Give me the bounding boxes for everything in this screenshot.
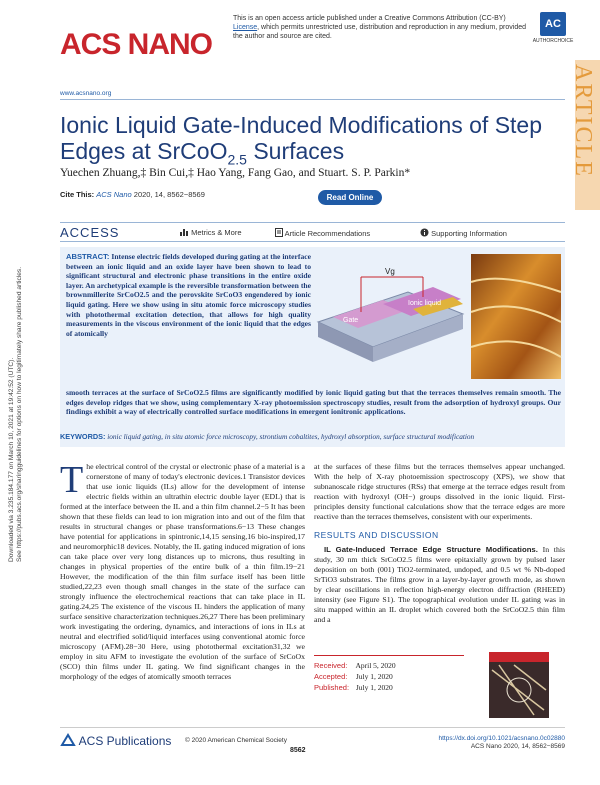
title-subscript: 2.5: [227, 151, 247, 168]
toc-graphic: [313, 252, 563, 382]
accepted-date: July 1, 2020: [355, 672, 393, 681]
title-end: Surfaces: [246, 138, 345, 164]
body-column-left: [60, 459, 305, 682]
footer-divider: [60, 727, 565, 728]
metrics-link[interactable]: [180, 228, 242, 237]
right-column-paragraph-2: [314, 545, 565, 625]
acs-publications-logo: [60, 733, 171, 748]
left-column-text: he electrical control of the crystal or electronic phase of a material is a cornerstone of many of today's electronic devices.1 Transistor devices that use ionic liquids (ILs) allow for the development of intense electric fields within an ultrathin electric double layer (EDL) that is formed at the interface between the IL and a thin film channel.2−5 It has been shown that these fields can lead to ion migration into and out of the film that results in structural changes or phase transformations.6−13 These changes have potential for applications in spintronic,14,15 sensing,16 bio-inspired,17 and neuromorphic18 devices. Notably, the IL gating induced migration of ions can take place over very long distances up to microns, thus resulting in changes in physical properties of the entire bulk of a thin film.19−21 However, the modification of the thin film surface itself has been little studied,22,23 even though small changes in the state of the surface can strongly influence the electrochemical reactions that can take place in IL gating.24,25 The existence of the viscous IL hinders the application of many surface sensitive characterization techniques.26,27 There has been preliminary work investigating the ordering, dynamics, and interactions of ions in ILs at neutral and electrified solid/liquid interfaces using conventional atomic force microscopy (AFM).28−30 Here, using photothermal excitation31,32 we employ in situ AFM to investigate the evolution of the surface of SrCoOx (SCO) thin films under IL gating. We find significant changes in the morphology of the edges of atomically smooth terraces: [60, 462, 305, 681]
keywords-label: KEYWORDS:: [60, 432, 106, 441]
author-choice-badge-icon: AC: [540, 12, 566, 36]
license-link[interactable]: License: [233, 24, 258, 31]
body-column-right: [314, 462, 565, 625]
keywords-line: [60, 432, 565, 441]
download-side-note: [8, 242, 24, 562]
title-main: Ionic Liquid Gate-Induced Modifications of Step Edges at SrCoO: [60, 112, 543, 164]
author-list: Yuechen Zhuang,‡ Bin Cui,‡ Hao Yang, Fang Gao, and Stuart. S. P. Parkin*: [60, 167, 411, 179]
published-label: Published:: [314, 683, 350, 692]
supporting-info-label: Supporting Information: [431, 229, 507, 238]
vg-label: Vg: [385, 267, 395, 276]
ionic-liquid-label: Ionic liquid: [408, 300, 442, 307]
right-column-paragraph-2-text: In this study, 30 nm thick SrCoO2.5 films were epitaxially grown by pulsed laser deposition on both (001) TiO2-terminated, undoped, and 0.5 wt % Nb-doped SrTiO3 substrates. The films grow in a layer-by-layer growth mode, as shown by clear oscillations in reflection high-energy electron diffraction (RHEED) intensity (see Figure S1). The topographical evolution under IL gating was in situ mapped within an IL droplet which covered both the SrCoO2.5 thin film and a: [314, 544, 565, 624]
bar-chart-icon: [180, 228, 189, 236]
article-dates: [314, 658, 464, 693]
read-online-button[interactable]: Read Online: [318, 190, 382, 205]
metrics-label: Metrics & More: [191, 228, 242, 237]
article-tab-label: ARTICLE: [570, 64, 596, 178]
cite-journal-link[interactable]: ACS Nano: [96, 190, 132, 199]
journal-reference: ACS Nano 2020, 14, 8562−8569: [470, 743, 565, 750]
copyright-notice: © 2020 American Chemical Society: [185, 737, 287, 744]
journal-logo: ACS NANO: [60, 28, 213, 61]
gate-label: Gate: [343, 317, 359, 324]
received-label: Received:: [314, 661, 348, 670]
access-label: ACCESS: [60, 225, 120, 240]
journal-cover-thumbnail[interactable]: [474, 650, 564, 720]
side-note-line-1: Downloaded via 3.235.184.177 on March 10, 2021 at 19:42:52 (UTC).: [8, 357, 15, 562]
received-date: April 5, 2020: [355, 661, 396, 670]
recommendations-link[interactable]: [275, 228, 370, 238]
access-bar: [60, 222, 565, 242]
drop-cap: T: [60, 459, 84, 501]
oa-notice-post: , which permits unrestricted use, distribution and reproduction in any medium, provided the author and source are cited.: [233, 24, 526, 40]
received-row: [314, 660, 464, 671]
article-title: [60, 112, 560, 173]
acs-publications-icon: [60, 733, 76, 747]
side-note-line-2: See https://pubs.acs.org/sharingguidelines for options on how to legitimately share published articles.: [16, 266, 23, 562]
accepted-label: Accepted:: [314, 672, 348, 681]
author-choice-caption: AUTHORCHOICE: [532, 38, 574, 44]
dates-divider: [314, 655, 464, 656]
site-url-link[interactable]: www.acsnano.org: [60, 90, 112, 97]
keywords-text: ionic liquid gating, in situ atomic force microscopy, strontium cobaltites, hydroxyl absorption, surface structural modification: [105, 432, 475, 441]
cite-label: Cite This:: [60, 190, 95, 199]
abstract-body-1: Intense electric fields developed during gating at the interface between an ionic liquid and an oxide layer have been shown to lead to significant structural and electronic phase transitions in the entire oxide layer. An archetypical example is the reversible transformation between the brownmillerite SrCoO2.5 and the perovskite SrCoO3 engendered by ionic liquid gating. Here we show using in situ atomic force microscopy studies with photothermal excitation detection, that allows for high quality measurements in the viscous environment of the ionic liquid that the edges of atomically: [66, 252, 311, 338]
abstract-text-upper: [66, 252, 311, 338]
publisher-name: ACS Publications: [78, 734, 172, 748]
open-access-notice: [233, 14, 533, 41]
published-row: [314, 682, 464, 693]
info-icon: [420, 228, 429, 237]
recommendations-label: Article Recommendations: [284, 229, 371, 238]
subsection-heading: IL Gate-Induced Terrace Edge Structure Modifications.: [324, 544, 538, 554]
citation-line: [60, 190, 350, 199]
oa-notice-pre: This is an open access article published under a Creative Commons Attribution (CC-BY): [233, 15, 506, 22]
document-icon: [275, 228, 283, 237]
abstract-text-lower: smooth terraces at the surface of SrCoO2.5 films are significantly modified by ionic liquid gating but that the terraces themselves remain smooth. The edges develop ridges that we show, using complementary X-ray photoemission spectroscopy studies, result from the adsorption of hydroxyl groups. Our findings exhibit a way of electrically controlled surface modifications in emergent ionitronic applications.: [66, 388, 561, 417]
doi-block: [430, 735, 565, 751]
abstract-label: ABSTRACT:: [66, 252, 110, 261]
section-heading: RESULTS AND DISCUSSION: [314, 529, 439, 540]
supporting-info-link[interactable]: [420, 228, 507, 238]
cite-ref: 2020, 14, 8562−8569: [131, 190, 205, 199]
doi-link[interactable]: https://dx.doi.org/10.1021/acsnano.0c02880: [438, 735, 565, 742]
header-divider: [60, 99, 565, 100]
right-column-paragraph-1: at the surfaces of these films but the terraces themselves appear unchanged. With the help of X-ray photoemission spectroscopy (XPS), we show that subnanoscale ridge structures (RSs) that emerge at the terrace edges result from reaction with hydroxyl (OH−) groups dissolved in the ionic liquid. First-principles density functional calculations show that the terrace edges are more reactive than the terraces themselves, consistent with our experiments.: [314, 462, 565, 521]
published-date: July 1, 2020: [355, 683, 393, 692]
accepted-row: [314, 671, 464, 682]
page-number: 8562: [290, 747, 306, 754]
